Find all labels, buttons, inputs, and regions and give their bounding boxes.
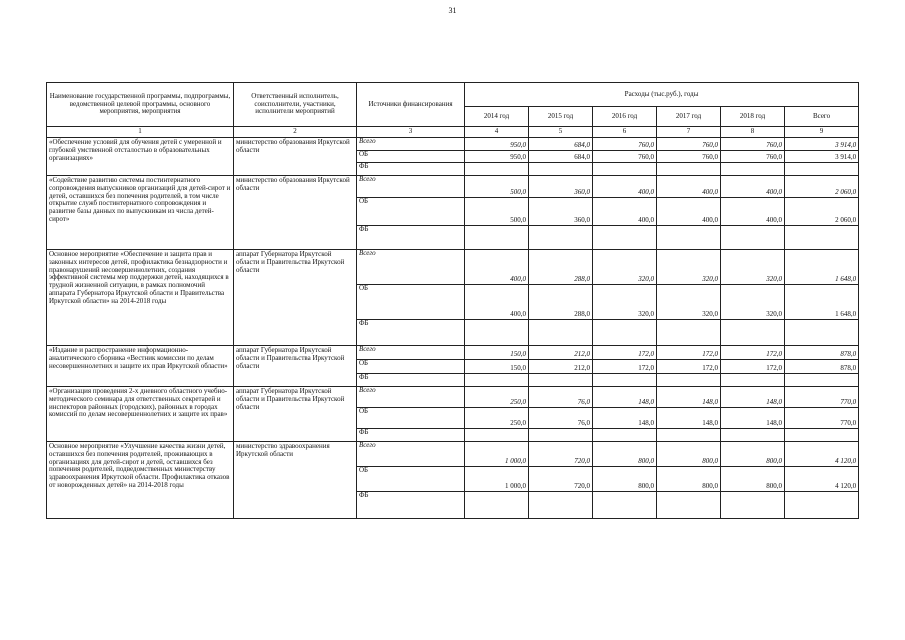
funding-source: Всего (357, 387, 465, 408)
total-value: 3 914,0 (785, 138, 859, 151)
measure-name: Основное мероприятие «Улучшение качества жизни детей, оставшихся без попечения родителей, проживающих в организациях для детей-сирот и детей, оставшихся без попечения родителей, подведомственных министерству здравоохранения Иркутской области. Профилактика отказов от новорожденных детей» на 2014-2018 годы (47, 442, 234, 519)
year-value (721, 163, 785, 176)
year-value: 950,0 (465, 138, 529, 151)
table-row (47, 138, 859, 151)
year-value (657, 429, 721, 442)
responsible-executor: министерство образования Иркутской области (234, 176, 357, 250)
header-year: 2018 год (721, 107, 785, 127)
year-value: 800,0 (593, 442, 657, 467)
funding-source: ФБ (357, 492, 465, 519)
funding-source: ОБ (357, 285, 465, 320)
year-value: 500,0 (465, 176, 529, 198)
funding-source: ОБ (357, 408, 465, 429)
year-value: 320,0 (657, 285, 721, 320)
year-value: 760,0 (721, 138, 785, 151)
year-value (465, 429, 529, 442)
year-value: 760,0 (657, 138, 721, 151)
header-responsible: Ответственный исполнитель, соисполнители, участники, исполнители мероприятий (234, 83, 357, 127)
funding-source: ОБ (357, 360, 465, 374)
column-number: 1 (47, 127, 234, 138)
header-sources: Источники финансирования (357, 83, 465, 127)
year-value: 720,0 (529, 467, 593, 492)
year-value: 320,0 (593, 250, 657, 285)
year-value (529, 429, 593, 442)
header-year: 2014 год (465, 107, 529, 127)
year-value: 400,0 (465, 250, 529, 285)
header-year: 2017 год (657, 107, 721, 127)
year-value: 800,0 (657, 467, 721, 492)
year-value (721, 226, 785, 250)
funding-source: ФБ (357, 320, 465, 346)
responsible-executor: аппарат Губернатора Иркутской области и Правительства Иркутской области (234, 250, 357, 346)
year-value (465, 163, 529, 176)
header-year: 2015 год (529, 107, 593, 127)
total-value: 3 914,0 (785, 151, 859, 163)
total-value: 878,0 (785, 360, 859, 374)
year-value: 148,0 (657, 387, 721, 408)
total-value: 2 060,0 (785, 176, 859, 198)
year-value: 400,0 (721, 176, 785, 198)
year-value: 1 000,0 (465, 442, 529, 467)
year-value: 148,0 (657, 408, 721, 429)
year-value (657, 226, 721, 250)
funding-source: ОБ (357, 467, 465, 492)
year-value: 720,0 (529, 442, 593, 467)
year-value: 360,0 (529, 176, 593, 198)
year-value: 684,0 (529, 151, 593, 163)
year-value: 320,0 (657, 250, 721, 285)
year-value: 1 000,0 (465, 467, 529, 492)
year-value: 148,0 (593, 387, 657, 408)
total-value (785, 320, 859, 346)
year-value: 320,0 (721, 285, 785, 320)
column-number: 3 (357, 127, 465, 138)
year-value: 172,0 (721, 346, 785, 360)
year-value (593, 492, 657, 519)
year-value: 760,0 (593, 138, 657, 151)
funding-source: Всего (357, 138, 465, 151)
year-value (721, 429, 785, 442)
funding-source: Всего (357, 346, 465, 360)
total-value (785, 226, 859, 250)
year-value (721, 320, 785, 346)
measure-name: «Содействие развитию системы постинтернатного сопровождения выпускников организаций для детей-сирот и детей, оставшихся без попечения родителей, в том числе открытие служб постинтернатного сопровождения и развитие базы данных по выпускникам из числа детей-сирот» (47, 176, 234, 250)
responsible-executor: министерство здравоохранения Иркутской области (234, 442, 357, 519)
total-value (785, 163, 859, 176)
page-number: 31 (448, 6, 457, 15)
year-value: 800,0 (657, 442, 721, 467)
measure-name: «Издание и распространение информационно-аналитического сборника «Вестник комиссии по делам несовершеннолетних и защите их прав Иркутской области» (47, 346, 234, 387)
year-value: 320,0 (721, 250, 785, 285)
year-value (529, 226, 593, 250)
year-value: 250,0 (465, 408, 529, 429)
year-value (657, 163, 721, 176)
funding-source: ФБ (357, 163, 465, 176)
column-number: 4 (465, 127, 529, 138)
total-value: 1 648,0 (785, 250, 859, 285)
year-value: 800,0 (721, 442, 785, 467)
year-value: 320,0 (593, 285, 657, 320)
total-value: 770,0 (785, 387, 859, 408)
year-value: 760,0 (657, 151, 721, 163)
year-value (529, 163, 593, 176)
funding-source: ОБ (357, 151, 465, 163)
year-value: 400,0 (657, 198, 721, 226)
measure-name: «Обеспечение условий для обучения детей с умеренной и глубокой умственной отсталостью в образовательных организациях» (47, 138, 234, 176)
table-row (47, 387, 859, 408)
column-number: 5 (529, 127, 593, 138)
year-value: 148,0 (593, 408, 657, 429)
year-value (657, 492, 721, 519)
total-value: 878,0 (785, 346, 859, 360)
measure-name: «Организация проведения 2-х дневного областного учебно-методического семинара для ответственных секретарей и инспекторов районных (городских), районных в городах комиссий по делам несовершеннолетних и защите их прав» (47, 387, 234, 442)
year-value: 400,0 (593, 198, 657, 226)
total-value: 770,0 (785, 408, 859, 429)
year-value (593, 320, 657, 346)
year-value: 500,0 (465, 198, 529, 226)
funding-source: ФБ (357, 374, 465, 387)
total-value (785, 429, 859, 442)
total-value: 2 060,0 (785, 198, 859, 226)
year-value: 760,0 (593, 151, 657, 163)
year-value (657, 374, 721, 387)
year-value: 172,0 (593, 346, 657, 360)
year-value: 212,0 (529, 360, 593, 374)
column-number: 6 (593, 127, 657, 138)
responsible-executor: аппарат Губернатора Иркутской области и Правительства Иркутской области (234, 346, 357, 387)
header-name: Наименование государственной программы, подпрограммы, ведомственной целевой программы, основного мероприятия, мероприятия (47, 83, 234, 127)
measure-name: Основное мероприятие «Обеспечение и защита прав и законных интересов детей, профилактика безнадзорности и правонарушений несовершеннолетних, создания эффективной системы мер поддержки детей, находящихся в трудной жизненной ситуации, в рамках полномочий аппарата Губернатора Иркутской области и Правительства Иркутской области» на 2014-2018 годы (47, 250, 234, 346)
year-value: 172,0 (657, 346, 721, 360)
column-number: 8 (721, 127, 785, 138)
year-value: 950,0 (465, 151, 529, 163)
header-expenses: Расходы (тыс.руб.), годы (465, 83, 859, 107)
year-value: 76,0 (529, 387, 593, 408)
year-value: 400,0 (465, 285, 529, 320)
year-value: 172,0 (657, 360, 721, 374)
funding-source: ФБ (357, 429, 465, 442)
year-value: 400,0 (657, 176, 721, 198)
year-value: 150,0 (465, 360, 529, 374)
funding-source: Всего (357, 176, 465, 198)
table-header (47, 83, 859, 138)
year-value (529, 492, 593, 519)
year-value: 288,0 (529, 285, 593, 320)
year-value: 148,0 (721, 387, 785, 408)
year-value: 684,0 (529, 138, 593, 151)
total-value: 4 120,0 (785, 467, 859, 492)
year-value (529, 374, 593, 387)
total-value: 4 120,0 (785, 442, 859, 467)
year-value: 148,0 (721, 408, 785, 429)
funding-source: ОБ (357, 198, 465, 226)
total-value (785, 492, 859, 519)
year-value: 172,0 (721, 360, 785, 374)
column-number: 9 (785, 127, 859, 138)
year-value (465, 320, 529, 346)
total-value (785, 374, 859, 387)
year-value: 172,0 (593, 360, 657, 374)
year-value (593, 163, 657, 176)
year-value: 400,0 (721, 198, 785, 226)
year-value (465, 226, 529, 250)
year-value (721, 492, 785, 519)
year-value: 760,0 (721, 151, 785, 163)
year-value (465, 374, 529, 387)
column-number: 7 (657, 127, 721, 138)
header-total: Всего (785, 107, 859, 127)
year-value: 360,0 (529, 198, 593, 226)
header-year: 2016 год (593, 107, 657, 127)
total-value: 1 648,0 (785, 285, 859, 320)
year-value (593, 226, 657, 250)
funding-source: Всего (357, 442, 465, 467)
table-row (47, 250, 859, 285)
table-body (47, 138, 859, 519)
year-value (529, 320, 593, 346)
year-value (465, 492, 529, 519)
year-value: 800,0 (721, 467, 785, 492)
table-row (47, 176, 859, 198)
table-row (47, 442, 859, 467)
year-value: 212,0 (529, 346, 593, 360)
responsible-executor: министерство образования Иркутской области (234, 138, 357, 176)
funding-source: Всего (357, 250, 465, 285)
year-value: 150,0 (465, 346, 529, 360)
funding-source: ФБ (357, 226, 465, 250)
year-value: 250,0 (465, 387, 529, 408)
column-number-row (47, 127, 859, 138)
year-value: 288,0 (529, 250, 593, 285)
table-row (47, 346, 859, 360)
year-value: 76,0 (529, 408, 593, 429)
budget-table (46, 82, 859, 519)
year-value (593, 429, 657, 442)
year-value (721, 374, 785, 387)
year-value (657, 320, 721, 346)
year-value (593, 374, 657, 387)
year-value: 800,0 (593, 467, 657, 492)
column-number: 2 (234, 127, 357, 138)
responsible-executor: аппарат Губернатора Иркутской области и Правительства Иркутской области (234, 387, 357, 442)
year-value: 400,0 (593, 176, 657, 198)
